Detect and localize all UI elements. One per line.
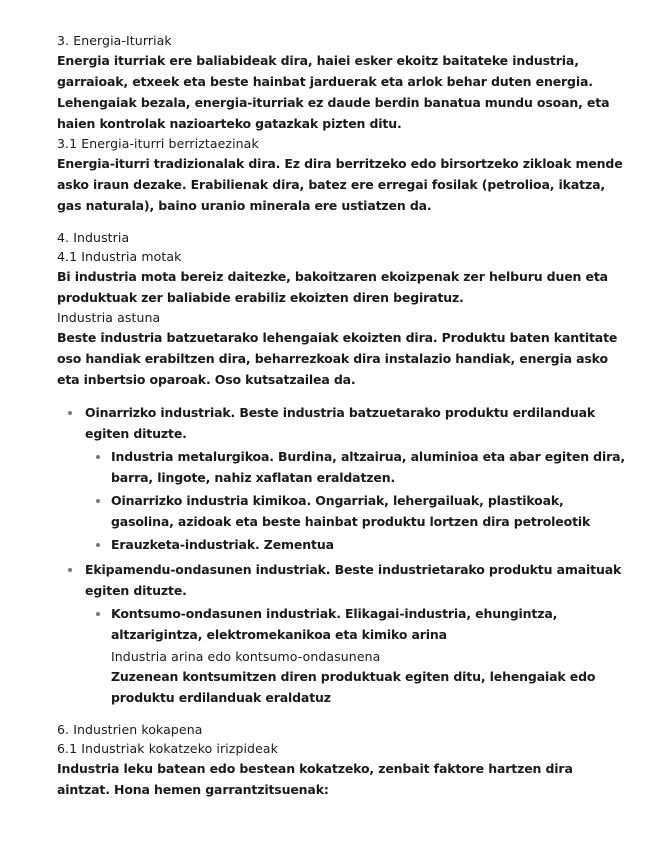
industry-types-list (57, 402, 625, 708)
list-item-metallurgy: Industria metalurgikoa. Burdina, altzairua, aluminioa eta abar egiten dira, barra, lingote, nahiz xaflatan eraldatzen. (85, 446, 625, 488)
section-6-1-heading: 6.1 Industriak kokatzeko irizpideak (57, 741, 278, 756)
section-6-1-text: Industria leku batean edo bestean kokatzeko, zenbait faktore hartzen dira aintzat. Hona hemen garrantzitsuenak: (57, 761, 573, 797)
list-item-equipment-industries (57, 559, 625, 708)
section-4-1-heading: 4.1 Industria motak (57, 249, 182, 264)
light-industry-block (85, 647, 625, 708)
section-6-heading: 6. Industrien kokapena (57, 722, 203, 737)
list-item-basic-industries (57, 402, 625, 555)
list-item-consumer-goods: Kontsumo-ondasunen industriak. Elikagai-industria, ehungintza, altzarigintza, elektromekanikoa eta kimiko arina (85, 603, 625, 645)
light-industry-text: Zuzenean kontsumitzen diren produktuak egiten ditu, lehengaiak edo produktu erdilanduak eraldatuz (111, 669, 596, 705)
section-3-1-heading: 3.1 Energia-iturri berriztaezinak (57, 136, 259, 151)
section-4-1-text: Bi industria mota bereiz daitezke, bakoitzaren ekoizpenak zer helburu duen eta produktuak zer baliabide erabiliz ekoizten diren begiratuz. (57, 269, 608, 305)
section-3-1-text: Energia-iturri tradizionalak dira. Ez dira berritzeko edo birsortzeko zikloak mende asko iraun dezake. Erabilienak dira, batez ere erregai fosilak (petrolioa, ikatza, gas naturala), baino uranio minerala ere ustiatzen da. (57, 156, 623, 213)
list-item-text: Oinarrizko industriak. Beste industria batzuetarako produktu erdilanduak egiten dituzte. (85, 405, 596, 441)
heavy-industry-text: Beste industria batzuetarako lehengaiak ekoizten dira. Produktu baten kantitate oso handiak erabiltzen dira, beharrezkoak dira instalazio handiak, energia asko eta inbertsio oparoak. Oso kutsatzailea da. (57, 330, 618, 387)
spacer (57, 216, 625, 228)
list-item-text: Ekipamendu-ondasunen industriak. Beste industrietarako produktu amaituak egiten dituzte. (85, 562, 622, 598)
spacer (57, 390, 625, 402)
basic-industries-sublist (85, 446, 625, 555)
light-industry-heading: Industria arina edo kontsumo-ondasunena (111, 649, 381, 664)
list-item-chemical: Oinarrizko industria kimikoa. Ongarriak, lehergailuak, plastikoak, gasolina, azidoak eta beste hainbat produktu lortzen dira petroleotik (85, 490, 625, 532)
section-3-heading: 3. Energia-Iturriak (57, 33, 172, 48)
section-4-heading: 4. Industria (57, 230, 130, 245)
equipment-industries-sublist (85, 603, 625, 645)
section-3-intro: Energia iturriak ere baliabideak dira, haiei esker ekoitz baitateke industria, garraioak, etxeek eta beste hainbat jarduerak eta arlok behar duten energia. Lehengaiak bezala, energia-iturriak ez daude berdin banatua mundu osoan, eta haien kontrolak nazioarteko gatazkak pizten ditu. (57, 53, 610, 131)
spacer (57, 712, 625, 720)
list-item-extraction: Erauzketa-industriak. Zementua (85, 534, 625, 555)
heavy-industry-heading: Industria astuna (57, 310, 161, 325)
